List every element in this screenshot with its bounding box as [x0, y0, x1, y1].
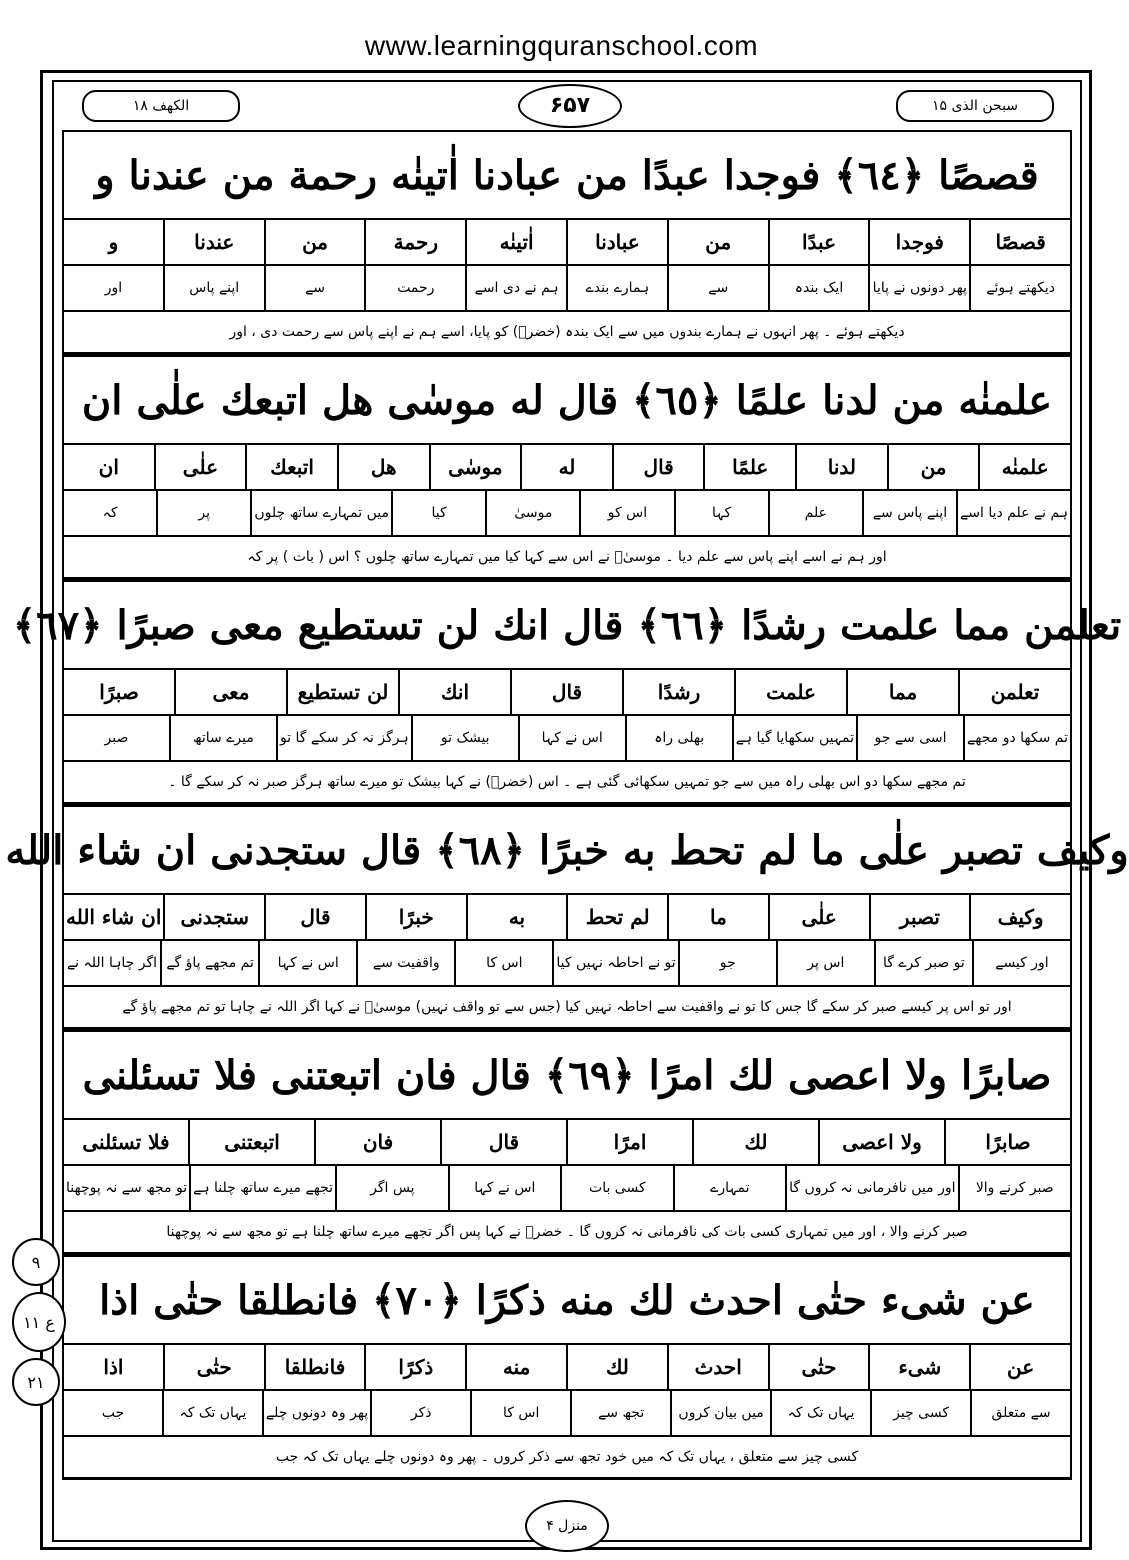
meaning-cell: اس نے کہا	[518, 716, 625, 760]
meaning-cell: واقفیت سے	[356, 941, 454, 985]
word-cell: صابرًا	[944, 1120, 1070, 1164]
ayah-text: علمنٰه من لدنا علمًا ﴿٦٥﴾ قال له موسٰی هل اتبعك علٰی ان	[64, 357, 1070, 445]
meaning-cell: کیا	[391, 491, 485, 535]
word-cell: شیء	[868, 1345, 969, 1389]
meaning-cell: پر	[156, 491, 250, 535]
word-row	[64, 220, 1070, 266]
word-cell: قال	[440, 1120, 566, 1164]
meaning-cell: ہم نے دی اسے	[465, 266, 566, 310]
meaning-cell: سے متعلق	[970, 1391, 1070, 1435]
meaning-row	[64, 941, 1070, 987]
meaning-row	[64, 1166, 1070, 1212]
word-cell: ستجدنی	[163, 895, 264, 939]
meaning-cell: بیشک تو	[411, 716, 518, 760]
word-cell: تعلمن	[958, 670, 1070, 714]
meaning-cell: ہم نے علم دیا اسے	[956, 491, 1070, 535]
word-cell: فان	[314, 1120, 440, 1164]
word-cell: مما	[846, 670, 958, 714]
verse-block	[62, 130, 1072, 355]
page-number: ۶۵۷	[518, 84, 622, 128]
ayah-text: وكیف تصبر علٰی ما لم تحط به خبرًا ﴿٦٨﴾ قال ستجدنی ان شاء الله	[64, 807, 1070, 895]
ayah-text: صابرًا ولا اعصی لك امرًا ﴿٦٩﴾ قال فان اتبعتنی فلا تسئلنی	[64, 1032, 1070, 1120]
word-row	[64, 670, 1070, 716]
word-cell: منه	[465, 1345, 566, 1389]
word-cell: خبرًا	[365, 895, 466, 939]
word-cell: عبادنا	[566, 220, 667, 264]
meaning-cell: صبر کرنے والا	[958, 1166, 1071, 1210]
meaning-cell: اور	[104, 280, 123, 296]
ruku-marker-middle: ع ۱۱	[12, 1292, 66, 1352]
word-cell: معی	[174, 670, 286, 714]
meaning-cell: تمہارے	[673, 1166, 786, 1210]
word-cell: تصبر	[869, 895, 970, 939]
word-cell: موسٰی	[429, 445, 521, 489]
word-cell: انك	[398, 670, 510, 714]
meaning-cell: کسی چیز	[870, 1391, 970, 1435]
verse-block	[62, 1030, 1072, 1255]
juz-label: سبحن الذی ۱۵	[896, 90, 1054, 122]
word-cell: لم تحط	[566, 895, 667, 939]
meaning-cell: سے	[667, 266, 768, 310]
surah-label: الکھف ۱۸	[82, 90, 240, 122]
word-cell: اٰتینٰه	[465, 220, 566, 264]
word-cell: قال	[612, 445, 704, 489]
word-cell: لك	[566, 1345, 667, 1389]
meaning-cell: تو نے احاطہ نہیں کیا	[552, 941, 677, 985]
word-cell: لن تستطیع	[286, 670, 398, 714]
word-cell: عبدًا	[768, 220, 869, 264]
meaning-cell: تو صبر کرے گا	[874, 941, 972, 985]
translation-line: کسی چیز سے متعلق ، یہاں تک کہ میں خود تجھ سے ذکر کروں ۔ پھر وہ دونوں چلے یہاں تک کہ جب	[64, 1437, 1070, 1480]
word-cell: امرًا	[566, 1120, 692, 1164]
meaning-cell: پس اگر	[335, 1166, 448, 1210]
meaning-cell: ہمارے بندے	[566, 266, 667, 310]
translation-line: اور ہم نے اسے اپنے پاس سے علم دیا ۔ موسیٰؑ نے اس سے کہا کیا میں تمہارے ساتھ چلوں ؟ اس ( بات ) پر کہ	[64, 537, 1070, 580]
meaning-cell: اپنے پاس	[163, 266, 264, 310]
word-row	[64, 895, 1070, 941]
meaning-cell: بھلی راہ	[625, 716, 732, 760]
word-cell: لك	[692, 1120, 818, 1164]
verse-block	[62, 355, 1072, 580]
meaning-row	[64, 716, 1070, 762]
meaning-cell: صبر	[104, 730, 129, 746]
meaning-cell: جب	[101, 1405, 125, 1421]
meaning-cell: اس کا	[470, 1391, 570, 1435]
meaning-cell: ایک بندہ	[768, 266, 869, 310]
meaning-cell: تمہیں سکھایا گیا ہے	[732, 716, 856, 760]
meaning-cell: تجھے میرے ساتھ چلنا ہے	[189, 1166, 335, 1210]
meaning-cell: میں تمہارے ساتھ چلوں	[250, 491, 391, 535]
word-cell: من	[264, 220, 365, 264]
word-cell: وكیف	[969, 895, 1070, 939]
word-row	[64, 1345, 1070, 1391]
word-cell: قال	[510, 670, 622, 714]
ayah-text: عن شیء حتٰی احدث لك منه ذكرًا ﴿٧٠﴾ فانطلقا حتٰی اذا	[64, 1257, 1070, 1345]
word-cell: فانطلقا	[264, 1345, 365, 1389]
translation-line: صبر کرنے والا ، اور میں تمہاری کسی بات کی نافرمانی نہ کروں گا ۔ خضرؑ نے کہا پس اگر تجھے میرے ساتھ چلنا ہے تو مجھ سے نہ پوچھنا	[64, 1212, 1070, 1255]
word-cell: به	[466, 895, 567, 939]
verse-block	[12, 580, 1122, 805]
word-cell: فوجدا	[868, 220, 969, 264]
translation-line: تم مجھے سکھا دو اس بھلی راہ میں سے جو تمہیں سکھائی گئی ہے ۔ اس (خضرؑ) نے کہا بیشک تو میرے ساتھ ہرگز صبر نہ کر سکے گا ۔	[64, 762, 1070, 805]
word-cell: ذكرًا	[364, 1345, 465, 1389]
word-cell: ان شاء الله	[65, 905, 162, 929]
word-cell: عندنا	[163, 220, 264, 264]
word-cell: احدث	[667, 1345, 768, 1389]
word-cell: من	[887, 445, 979, 489]
word-cell: ما	[667, 895, 768, 939]
meaning-cell: اور کیسے	[972, 941, 1070, 985]
word-cell: ان	[98, 455, 119, 479]
meaning-cell: رحمت	[364, 266, 465, 310]
meaning-row	[64, 266, 1070, 312]
meaning-cell: اس نے کہا	[258, 941, 356, 985]
word-cell: علٰی	[154, 445, 246, 489]
word-cell: فلا تسئلنی	[82, 1130, 170, 1154]
word-cell: علٰی	[768, 895, 869, 939]
meaning-cell: اور میں نافرمانی نہ کروں گا	[785, 1166, 957, 1210]
meaning-cell: پھر وہ دونوں چلے	[262, 1391, 370, 1435]
meaning-cell: کہ	[102, 505, 118, 521]
word-cell: علمت	[734, 670, 846, 714]
ruku-marker-bottom: ۲۱	[12, 1358, 60, 1406]
meaning-cell: کسی بات	[560, 1166, 673, 1210]
meaning-cell: اس نے کہا	[448, 1166, 561, 1210]
meaning-cell: تم سکھا دو مجھے	[963, 716, 1070, 760]
meaning-row	[64, 491, 1070, 537]
meaning-cell: اس کا	[454, 941, 552, 985]
word-cell: رشدًا	[622, 670, 734, 714]
word-row	[64, 1120, 1070, 1166]
verse-block	[62, 1255, 1072, 1480]
meaning-cell: ذکر	[370, 1391, 470, 1435]
word-cell: رحمة	[364, 220, 465, 264]
meaning-cell: میں بیان کروں	[670, 1391, 770, 1435]
word-cell: اتبعتنی	[188, 1120, 314, 1164]
meaning-cell: تجھ سے	[570, 1391, 670, 1435]
ruku-marker-top: ۹	[12, 1238, 60, 1286]
word-cell: و	[108, 230, 119, 254]
translation-line: اور تو اس پر کیسے صبر کر سکے گا جس کا تو نے واقفیت سے احاطہ نہیں کیا (جس سے تو واقف نہیں) موسیٰؑ نے کہا اگر اللہ نے چاہا تو تم مجھے پاؤ گے	[64, 987, 1070, 1030]
word-cell: عن	[969, 1345, 1070, 1389]
word-cell: قال	[264, 895, 365, 939]
word-cell: حتٰی	[768, 1345, 869, 1389]
side-markers	[12, 1238, 64, 1412]
word-cell: علمنٰه	[978, 445, 1070, 489]
meaning-cell: اس کو	[579, 491, 673, 535]
word-cell: من	[667, 220, 768, 264]
meaning-cell: تم مجھے پاؤ گے	[160, 941, 258, 985]
word-cell: اذا	[103, 1355, 124, 1379]
website-url: www.learningquranschool.com	[364, 30, 759, 61]
meaning-cell: ہرگز نہ کر سکے گا تو	[276, 716, 411, 760]
word-row	[64, 445, 1070, 491]
meaning-cell: اگر چاہا اللہ نے	[66, 955, 158, 971]
verse-block	[5, 805, 1129, 1030]
meaning-cell: سے	[264, 266, 365, 310]
meaning-cell: اس پر	[776, 941, 874, 985]
word-cell: صبرًا	[99, 680, 139, 704]
word-cell: هل	[337, 445, 429, 489]
page-header	[62, 84, 1074, 128]
ayah-text: قصصًا ﴿٦٤﴾ فوجدا عبدًا من عبادنا اٰتینٰه رحمة من عندنا و	[64, 132, 1070, 220]
word-cell: قصصًا	[969, 220, 1070, 264]
meaning-cell: کہا	[674, 491, 768, 535]
meaning-cell: موسیٰ	[485, 491, 579, 535]
meaning-row	[64, 1391, 1070, 1437]
manzil-marker: منزل ۴	[525, 1500, 609, 1552]
meaning-cell: علم	[768, 491, 862, 535]
meaning-cell: یہاں تک کہ	[770, 1391, 870, 1435]
meaning-cell: جو	[678, 941, 776, 985]
word-cell: اتبعك	[245, 445, 337, 489]
translation-line: دیکھتے ہوئے ۔ پھر انہوں نے ہمارے بندوں میں سے ایک بندہ (خضرؑ) کو پایا، اسے ہم نے اپنے پاس سے رحمت دی ، اور	[64, 312, 1070, 355]
word-cell: علمًا	[703, 445, 795, 489]
meaning-cell: پھر دونوں نے پایا	[868, 266, 969, 310]
meaning-cell: دیکھتے ہوئے	[969, 266, 1070, 310]
word-cell: حتٰی	[163, 1345, 264, 1389]
word-cell: ولا اعصی	[818, 1120, 944, 1164]
meaning-cell: تو مجھ سے نہ پوچھنا	[66, 1180, 188, 1196]
meaning-cell: اسی سے جو	[856, 716, 963, 760]
meaning-cell: میرے ساتھ	[169, 716, 276, 760]
ayah-text: تعلمن مما علمت رشدًا ﴿٦٦﴾ قال انك لن تستطیع معی صبرًا ﴿٦٧﴾	[64, 582, 1070, 670]
meaning-cell: یہاں تک کہ	[162, 1391, 262, 1435]
meaning-cell: اپنے پاس سے	[862, 491, 956, 535]
word-cell: له	[520, 445, 612, 489]
word-cell: لدنا	[795, 445, 887, 489]
